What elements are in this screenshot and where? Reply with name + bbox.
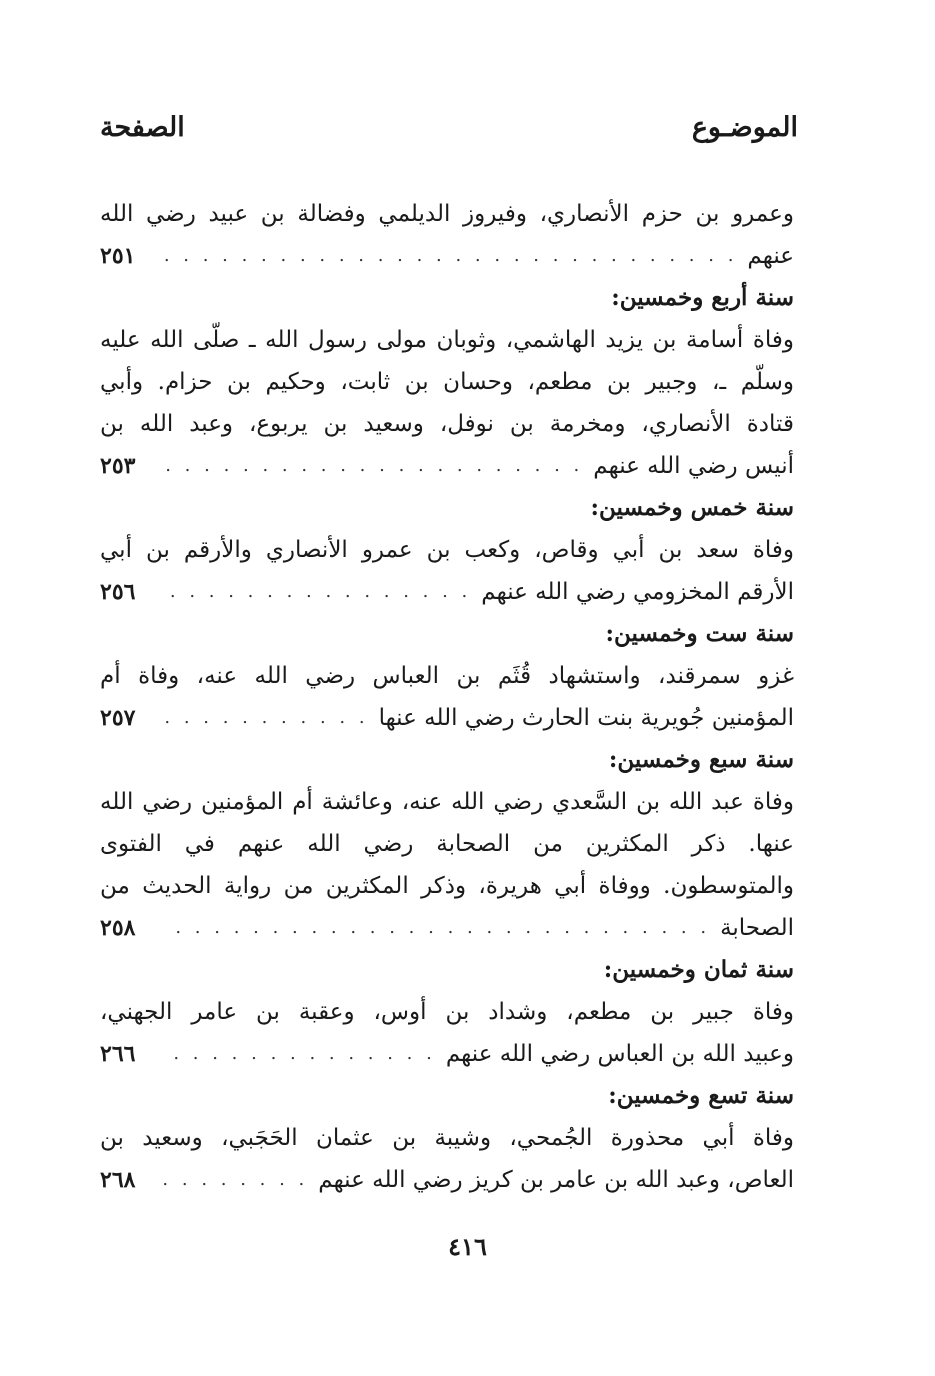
entry-text-line: وفاة أبي محذورة الجُمحي، وشيبة بن عثمان الحَجَبي، وسعيد بن bbox=[100, 1125, 794, 1151]
column-header bbox=[100, 112, 798, 156]
entry-final-line bbox=[100, 235, 794, 277]
page-column-label: الصفحة bbox=[100, 112, 185, 143]
entry-text-line: عنهم bbox=[747, 243, 794, 269]
entry-text-line: عنها. ذكر المكثرين من الصحابة رضي الله عنهم في الفتوى bbox=[100, 831, 794, 857]
entry-text-line: غزو سمرقند، واستشهاد قُثَم بن العباس رضي الله عنه، وفاة أم bbox=[100, 663, 794, 689]
topic-column-label: الموضـوع bbox=[691, 112, 798, 143]
entry-text-line: المؤمنين جُويرية بنت الحارث رضي الله عنها bbox=[378, 705, 794, 731]
toc-entry bbox=[100, 1075, 794, 1201]
page-ref: ٢٦٨ bbox=[100, 1167, 136, 1193]
year-heading: سنة أربع وخمسين: bbox=[611, 284, 794, 311]
dot-leader bbox=[164, 907, 710, 949]
entry-final-line bbox=[100, 1159, 794, 1201]
toc-entry bbox=[100, 193, 794, 277]
entry-final-line bbox=[100, 571, 794, 613]
entry-text-line: قتادة الأنصاري، ومخرمة بن نوفل، وسعيد بن يربوع، وعبد الله بن bbox=[100, 411, 794, 437]
entry-final-line bbox=[100, 445, 794, 487]
dot-leader bbox=[164, 571, 471, 613]
dot-leader bbox=[164, 697, 369, 739]
entry-text-line: وفاة سعد بن أبي وقاص، وكعب بن عمرو الأنصاري والأرقم بن أبي bbox=[100, 537, 794, 563]
page-ref: ٢٥٦ bbox=[100, 579, 136, 605]
year-heading: سنة ثمان وخمسين: bbox=[603, 956, 794, 983]
entry-text-line: وعبيد الله بن العباس رضي الله عنهم bbox=[445, 1041, 794, 1067]
toc-entry bbox=[100, 949, 794, 1075]
year-heading: سنة ست وخمسين: bbox=[605, 620, 794, 647]
entry-text-line: وفاة أسامة بن يزيد الهاشمي، وثوبان مولى رسول الله ـ صلّى الله عليه bbox=[100, 327, 794, 353]
entry-text-line: العاص، وعبد الله بن عامر بن كريز رضي الله عنهم bbox=[318, 1167, 794, 1193]
dot-leader bbox=[164, 445, 583, 487]
year-heading: سنة تسع وخمسين: bbox=[608, 1082, 794, 1109]
entry-text-line: أنيس رضي الله عنهم bbox=[593, 453, 794, 479]
entry-final-line bbox=[100, 697, 794, 739]
toc-entry bbox=[100, 487, 794, 613]
entry-final-line bbox=[100, 907, 794, 949]
toc-entry bbox=[100, 739, 794, 949]
entry-text-line: الصحابة bbox=[720, 915, 794, 941]
entry-final-line bbox=[100, 1033, 794, 1075]
entry-text-line: الأرقم المخزومي رضي الله عنهم bbox=[481, 579, 794, 605]
entry-text-line: والمتوسطون. ووفاة أبي هريرة، وذكر المكثرين من رواية الحديث من bbox=[100, 873, 794, 899]
page-number: ٤١٦ bbox=[448, 1232, 487, 1261]
page-ref: ٢٥٧ bbox=[100, 705, 136, 731]
entry-text-line: وفاة عبد الله بن السَّعدي رضي الله عنه، وعائشة أم المؤمنين رضي الله bbox=[100, 789, 794, 815]
page-ref: ٢٦٦ bbox=[100, 1041, 136, 1067]
entry-text-line: وسلّم ـ، وجبير بن مطعم، وحسان بن ثابت، وحكيم بن حزام. وأبي bbox=[100, 369, 794, 395]
year-heading: سنة سبع وخمسين: bbox=[608, 746, 794, 773]
year-heading: سنة خمس وخمسين: bbox=[590, 494, 794, 521]
toc-entry bbox=[100, 277, 794, 487]
dot-leader bbox=[164, 1033, 436, 1075]
dot-leader bbox=[164, 1159, 308, 1201]
dot-leader bbox=[164, 235, 737, 277]
entry-text-line: وعمرو بن حزم الأنصاري، وفيروز الديلمي وفضالة بن عبيد رضي الله bbox=[100, 201, 794, 227]
page-ref: ٢٥١ bbox=[100, 243, 136, 269]
table-of-contents bbox=[100, 193, 794, 1201]
page-ref: ٢٥٣ bbox=[100, 453, 136, 479]
page-ref: ٢٥٨ bbox=[100, 915, 136, 941]
entry-text-line: وفاة جبير بن مطعم، وشداد بن أوس، وعقبة بن عامر الجهني، bbox=[100, 999, 794, 1025]
toc-entry bbox=[100, 613, 794, 739]
